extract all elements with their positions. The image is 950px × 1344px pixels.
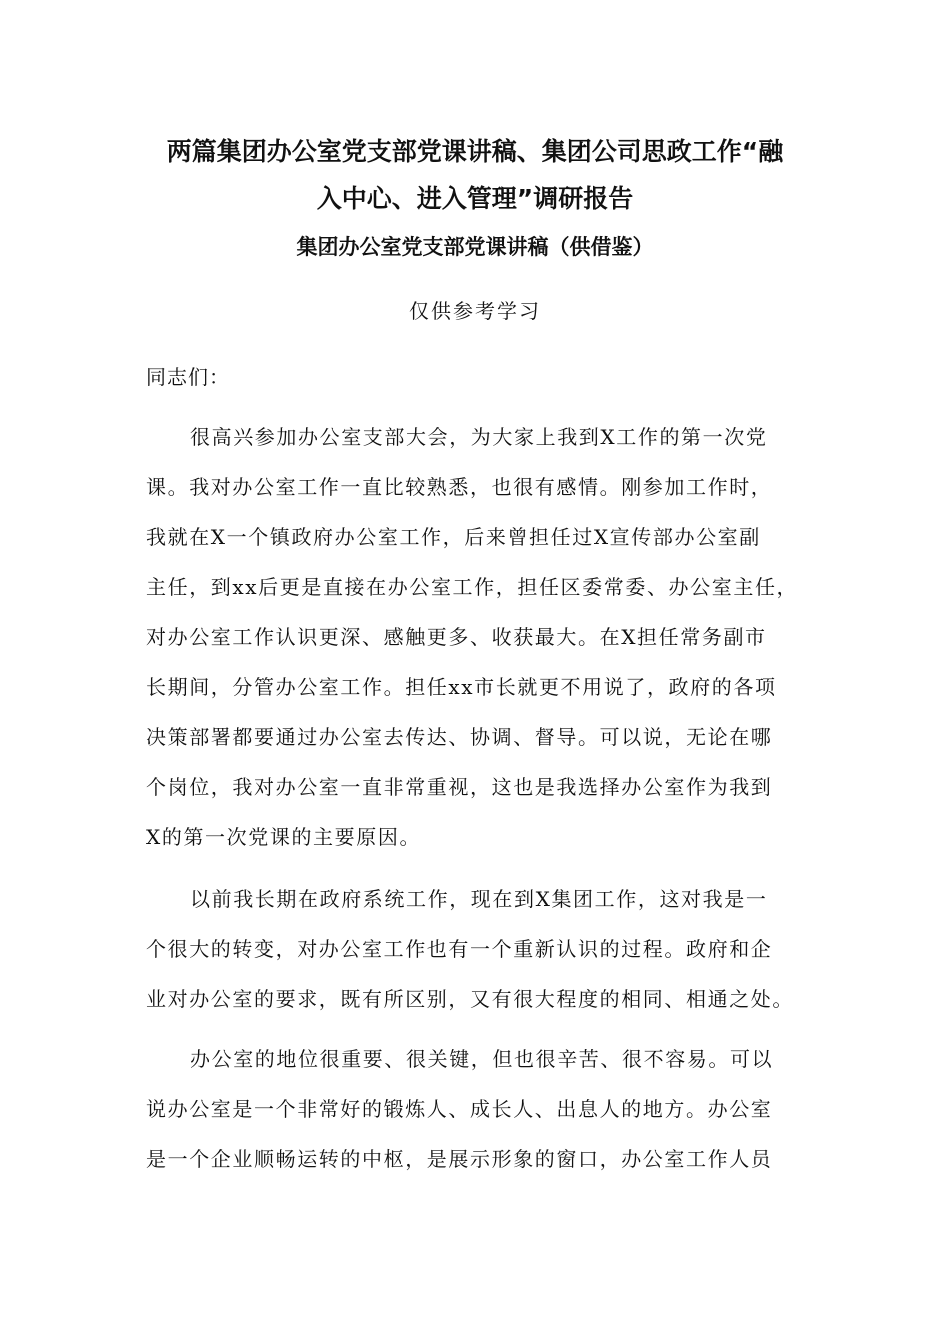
paragraph-2-line-1: 以前我长期在政府系统工作，现在到X集团工作，这对我是一 bbox=[190, 887, 768, 911]
paragraph-2-line-2: 个很大的转变，对办公室工作也有一个重新认识的过程。政府和企 bbox=[146, 937, 773, 961]
reference-note: 仅供参考学习 bbox=[409, 299, 541, 323]
paragraph-1-line-5: 对办公室工作认识更深、感触更多、收获最大。在X担任常务副市 bbox=[146, 625, 767, 649]
paragraph-1-line-3: 我就在X一个镇政府办公室工作，后来曾担任过X宣传部办公室副 bbox=[146, 525, 761, 549]
paragraph-1-line-9: X的第一次党课的主要原因。 bbox=[146, 825, 422, 849]
paragraph-3-line-3: 是一个企业顺畅运转的中枢，是展示形象的窗口，办公室工作人员 bbox=[146, 1147, 773, 1171]
paragraph-3-line-2: 说办公室是一个非常好的锻炼人、成长人、出息人的地方。办公室 bbox=[146, 1097, 773, 1121]
document-title-line-2: 入中心、进入管理”调研报告 bbox=[316, 184, 634, 213]
paragraph-1-line-4: 主任，到xx后更是直接在办公室工作，担任区委常委、办公室主任， bbox=[146, 575, 799, 599]
paragraph-1-line-1: 很高兴参加办公室支部大会，为大家上我到X工作的第一次党 bbox=[190, 425, 768, 449]
document-subtitle: 集团办公室党支部党课讲稿（供借鉴） bbox=[296, 235, 654, 259]
paragraph-1-line-8: 个岗位，我对办公室一直非常重视，这也是我选择办公室作为我到 bbox=[146, 775, 773, 799]
paragraph-1-line-6: 长期间，分管办公室工作。担任xx市长就更不用说了，政府的各项 bbox=[146, 675, 777, 699]
document-title-line-1: 两篇集团办公室党支部党课讲稿、集团公司思政工作“融 bbox=[166, 137, 784, 166]
paragraph-1-line-2: 课。我对办公室工作一直比较熟悉，也很有感情。刚参加工作时， bbox=[146, 475, 773, 499]
paragraph-3-line-1: 办公室的地位很重要、很关键，但也很辛苦、很不容易。可以 bbox=[190, 1047, 774, 1071]
salutation: 同志们： bbox=[146, 365, 230, 389]
paragraph-2-line-3: 业对办公室的要求，既有所区别，又有很大程度的相同、相通之处。 bbox=[146, 987, 794, 1011]
paragraph-1-line-7: 决策部署都要通过办公室去传达、协调、督导。可以说，无论在哪 bbox=[146, 725, 773, 749]
